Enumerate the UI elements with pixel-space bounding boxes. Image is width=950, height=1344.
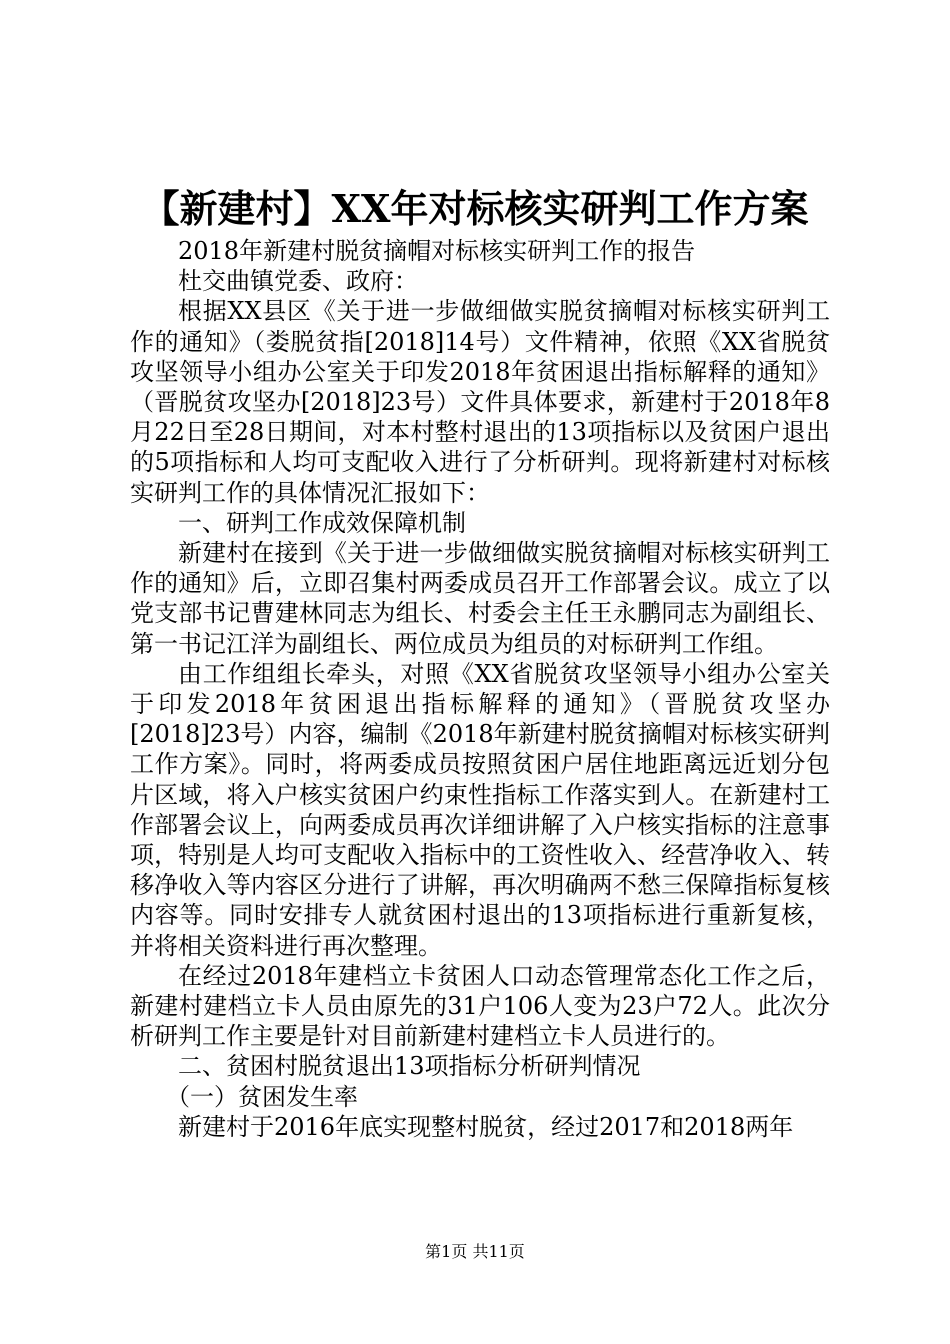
document-title: 【新建村】XX年对标核实研判工作方案 (141, 186, 809, 231)
paragraph-basis: 根据XX县区《关于进一步做细做实脱贫摘帽对标核实研判工作的通知》（娄脱贫指[2018]14号）文件精神，依照《XX省脱贫攻坚领导小组办公室关于印发2018年贫困退出指标解释的通知》（晋脱贫攻坚办[2018]23号）文件具体要求，新建村于2018年8月22日至28日期间，对本村整村退出的13项指标以及贫困户退出的5项指标和人均可支配收入进行了分析研判。现将新建村对标核实研判工作的具体情况汇报如下： (130, 297, 830, 507)
subsection-heading-1: （一）贫困发生率 (166, 1082, 358, 1111)
section-heading-1: 一、研判工作成效保障机制 (178, 508, 466, 537)
paragraph-working-group: 新建村在接到《关于进一步做细做实脱贫摘帽对标核实研判工作的通知》后，立即召集村两委成员召开工作部署会议。成立了以党支部书记曹建林同志为组长、村委会主任王永鹏同志为副组长、第一书记江洋为副组长、两位成员为组员的对标研判工作组。 (130, 539, 830, 658)
paragraph-dynamic-management: 在经过2018年建档立卡贫困人口动态管理常态化工作之后，新建村建档立卡人员由原先的31户106人变为23户72人。此次分析研判工作主要是针对目前新建村建档立卡人员进行的。 (130, 961, 830, 1051)
report-subtitle: 2018年新建村脱贫摘帽对标核实研判工作的报告 (178, 237, 696, 265)
section-heading-2: 二、贫困村脱贫退出13项指标分析研判情况 (178, 1052, 641, 1081)
page-footer: 第1页 共11页 (425, 1242, 525, 1261)
addressee: 杜交曲镇党委、政府： (178, 267, 418, 296)
paragraph-poverty-rate: 新建村于2016年底实现整村脱贫，经过2017和2018两年 (178, 1112, 794, 1141)
document-body (130, 236, 830, 1142)
paragraph-work-plan: 由工作组组长牵头，对照《XX省脱贫攻坚领导小组办公室关于印发2018年贫困退出指标解释的通知》（晋脱贫攻坚办[2018]23号）内容，编制《2018年新建村脱贫摘帽对标核实研判工作方案》。同时，将两委成员按照贫困户居住地距离远近划分包片区域，将入户核实贫困户约束性指标工作落实到人。在新建村工作部署会议上，向两委成员再次详细讲解了入户核实指标的注意事项，特别是人均可支配收入指标中的工资性收入、经营净收入、转移净收入等内容区分进行了讲解，再次明确两不愁三保障指标复核内容等。同时安排专人就贫困村退出的13项指标进行重新复核，并将相关资料进行再次整理。 (130, 659, 830, 960)
